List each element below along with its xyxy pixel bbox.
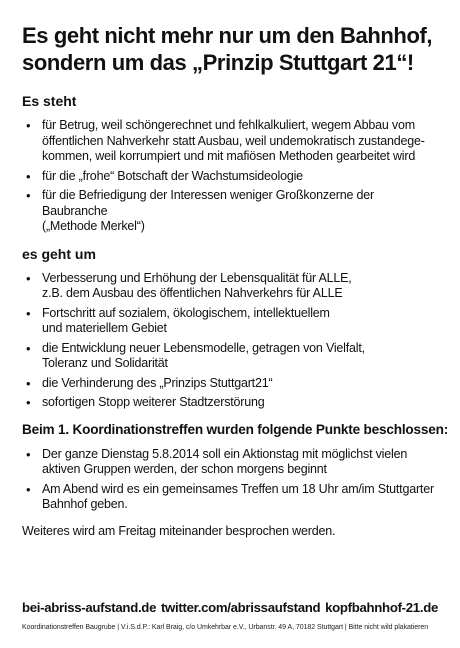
list-item-text: die Verhinderung des „Prinzips Stuttgart21“ xyxy=(42,375,273,390)
list-item xyxy=(22,271,438,302)
list-beschluesse xyxy=(22,447,438,513)
list-item-text: die Entwicklung neuer Lebensmodelle, getragen von Vielfalt, Toleranz und Solidarität xyxy=(42,340,365,370)
bullet-icon: • xyxy=(26,481,31,497)
bullet-icon: • xyxy=(26,188,31,203)
list-es-geht-um xyxy=(22,271,438,411)
footer-link-website[interactable]: bei-abriss-aufstand.de xyxy=(22,600,157,615)
bullet-icon: • xyxy=(26,395,31,410)
list-item xyxy=(22,188,438,235)
list-item xyxy=(22,482,438,513)
list-item xyxy=(22,447,438,478)
list-item-text: für die „frohe“ Botschaft der Wachstumsideologie xyxy=(42,168,303,183)
bullet-icon: • xyxy=(26,168,31,184)
bullet-icon: • xyxy=(26,446,31,462)
list-item-text: für die Befriedigung der Interessen weniger Großkonzerne der Baubranche („Methode Merkel“) xyxy=(42,188,374,233)
list-item-text: sofortigen Stopp weiterer Stadtzerstörung xyxy=(42,395,265,409)
list-es-steht xyxy=(22,118,438,235)
list-item-text: Der ganze Dienstag 5.8.2014 soll ein Aktionstag mit möglichst vielen aktiven Gruppen werden, der schon morgens beginnt xyxy=(42,446,408,476)
list-item-text: Fortschritt auf sozialem, ökologischem, intellektuellem und materiellem Gebiet xyxy=(42,305,330,335)
closing-text: Weiteres wird am Freitag miteinander besprochen werden. xyxy=(22,523,336,538)
bullet-icon: • xyxy=(26,305,31,321)
list-item-text: Verbesserung und Erhöhung der Lebensqualität für ALLE, z.B. dem Ausbau des öffentlichen Nahverkehrs für ALLE xyxy=(42,270,352,300)
headline-line-2: sondern um das „Prinzip Stuttgart 21“! xyxy=(22,50,414,75)
list-item xyxy=(22,341,438,372)
footer-links xyxy=(22,600,438,615)
list-item xyxy=(22,395,438,411)
headline xyxy=(22,22,438,76)
headline-line-1: Es geht nicht mehr nur um den Bahnhof, xyxy=(22,23,433,48)
list-item xyxy=(22,169,438,185)
footer-link-kopfbahnhof[interactable]: kopfbahnhof-21.de xyxy=(325,600,438,615)
footer-link-twitter[interactable]: twitter.com/abrissaufstand xyxy=(160,600,321,615)
section-title-es-steht: Es steht xyxy=(22,93,77,109)
list-item-text: für Betrug, weil schöngerechnet und fehlkalkuliert, wegem Abbau vom öffentlichen Nahverkehr statt Ausbau, weil undemokratisch zustandege- kommen, weil korrumpiert und mit mafiösen Methoden gearbeitet wird xyxy=(42,118,425,163)
list-item xyxy=(22,118,438,165)
section-es-geht-um xyxy=(22,245,438,411)
bullet-icon: • xyxy=(26,340,31,356)
bullet-icon: • xyxy=(26,270,31,286)
bullet-icon: • xyxy=(26,118,31,133)
list-item xyxy=(22,376,438,392)
section-title-es-geht-um: es geht um xyxy=(22,245,96,262)
section-es-steht xyxy=(22,92,438,235)
list-item-text: Am Abend wird es ein gemeinsames Treffen um 18 Uhr am/im Stuttgarter Bahnhof geben. xyxy=(42,481,434,511)
footer-imprint: Koordinationstreffen Baugrube | V.i.S.d.P.: Karl Braig, c/o Umkehrbar e.V., Urbanstr. 49 A, 70182 Stuttgart | Bitte nicht wild plakatieren xyxy=(22,624,429,631)
bullet-icon: • xyxy=(26,375,31,391)
list-item xyxy=(22,306,438,337)
section-beschluesse xyxy=(22,421,449,513)
section-title-beschluesse: Beim 1. Koordinationstreffen wurden folgende Punkte beschlossen: xyxy=(22,421,449,437)
